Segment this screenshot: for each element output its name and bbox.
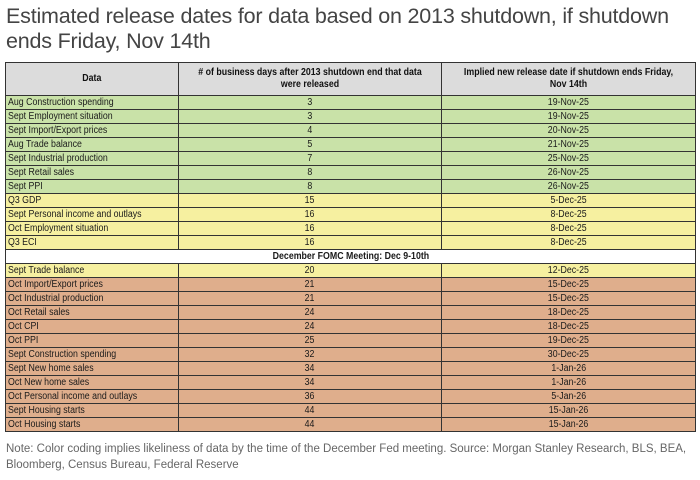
cell-business-days [179,334,442,348]
cell-release-date-text: 15-Jan-26 [548,418,589,430]
cell-release-date [442,362,696,376]
table-row [6,110,696,124]
cell-data-name-text: Aug Trade balance [8,138,82,150]
release-dates-table [5,62,696,432]
cell-business-days [179,376,442,390]
cell-release-date [442,334,696,348]
cell-data-name [6,194,179,208]
cell-business-days [179,180,442,194]
cell-release-date [442,320,696,334]
cell-data-name [6,292,179,306]
cell-release-date-text: 20-Nov-25 [547,124,590,136]
cell-business-days-text: 5 [307,138,313,150]
cell-business-days-text: 3 [307,110,313,122]
cell-data-name-text: Sept New home sales [8,362,94,374]
cell-business-days-text: 44 [305,404,315,416]
table-row [6,278,696,292]
cell-data-name [6,306,179,320]
cell-business-days [179,152,442,166]
cell-business-days-text: 34 [305,362,315,374]
cell-release-date [442,222,696,236]
cell-data-name [6,362,179,376]
table-body [6,96,696,432]
cell-business-days-text: 20 [305,264,315,276]
cell-data-name-text: Q3 GDP [8,194,42,206]
cell-data-name [6,124,179,138]
cell-release-date-text: 1-Jan-26 [551,362,586,374]
cell-business-days-text: 16 [305,208,315,220]
cell-data-name-text: Sept PPI [8,180,43,192]
cell-business-days [179,166,442,180]
cell-data-name-text: Sept Retail sales [8,166,75,178]
cell-release-date-text: 5-Dec-25 [550,194,587,206]
cell-business-days-text: 44 [305,418,315,430]
cell-release-date-text: 26-Nov-25 [547,180,590,192]
table-row [6,390,696,404]
cell-business-days-text: 24 [305,306,315,318]
cell-data-name [6,320,179,334]
cell-data-name-text: Sept Construction spending [8,348,117,360]
cell-business-days-text: 15 [305,194,315,206]
cell-release-date-text: 8-Dec-25 [550,208,587,220]
cell-data-name [6,418,179,432]
fomc-meeting-label [6,250,696,264]
cell-data-name [6,208,179,222]
fomc-meeting-text: December FOMC Meeting: Dec 9-10th [272,250,429,262]
cell-data-name [6,166,179,180]
cell-business-days-text: 36 [305,390,315,402]
cell-business-days-text: 21 [305,278,315,290]
cell-release-date-text: 30-Dec-25 [547,348,590,360]
cell-data-name [6,264,179,278]
table-row [6,404,696,418]
cell-release-date [442,236,696,250]
cell-data-name [6,180,179,194]
cell-data-name-text: Oct Industrial production [8,292,104,304]
cell-release-date-text: 19-Dec-25 [547,334,590,346]
table-row [6,334,696,348]
cell-data-name [6,376,179,390]
column-header-implied-date [442,63,696,96]
table-row [6,348,696,362]
cell-business-days [179,208,442,222]
cell-release-date-text: 15-Dec-25 [547,292,590,304]
table-row [6,124,696,138]
table-row [6,320,696,334]
cell-business-days-text: 16 [305,236,315,248]
cell-release-date [442,166,696,180]
cell-release-date-text: 8-Dec-25 [550,236,587,248]
cell-release-date [442,96,696,110]
cell-release-date-text: 19-Nov-25 [547,110,590,122]
cell-release-date-text: 8-Dec-25 [550,222,587,234]
cell-data-name [6,110,179,124]
cell-business-days [179,320,442,334]
cell-release-date [442,138,696,152]
cell-data-name-text: Oct Housing starts [8,418,81,430]
cell-business-days [179,194,442,208]
cell-business-days-text: 21 [305,292,315,304]
cell-release-date [442,110,696,124]
table-row [6,166,696,180]
table-row [6,96,696,110]
cell-business-days [179,236,442,250]
document-title: Estimated release dates for data based on 2013 shutdown, if shutdown ends Friday, Nov 14th [6,4,669,53]
cell-business-days-text: 16 [305,222,315,234]
cell-data-name-text: Sept Personal income and outlays [8,208,142,220]
cell-business-days [179,404,442,418]
cell-release-date [442,180,696,194]
cell-release-date-text: 1-Jan-26 [551,376,586,388]
table-row [6,236,696,250]
cell-release-date [442,264,696,278]
cell-business-days [179,418,442,432]
table-row [6,208,696,222]
cell-release-date-text: 15-Dec-25 [547,278,590,290]
cell-release-date [442,208,696,222]
cell-release-date-text: 19-Nov-25 [547,96,590,108]
cell-release-date-text: 5-Jan-26 [551,390,586,402]
cell-data-name [6,348,179,362]
source-note: Note: Color coding implies likeliness of data by the time of the December Fed meeting. Source: Morgan Stanley Research, BLS, BEA, Bloomberg, Census Bureau, Federal Reserve [6,443,687,471]
cell-data-name-text: Oct Personal income and outlays [8,390,138,402]
cell-data-name [6,152,179,166]
cell-business-days-text: 3 [307,96,313,108]
cell-release-date [442,348,696,362]
table-row [6,194,696,208]
cell-business-days [179,390,442,404]
cell-release-date [442,376,696,390]
cell-data-name [6,404,179,418]
table-row [6,362,696,376]
column-header-label: # of business days after 2013 shutdown end that data were released [198,67,422,90]
cell-business-days [179,362,442,376]
cell-data-name [6,236,179,250]
cell-business-days-text: 24 [305,320,315,332]
cell-data-name-text: Sept Industrial production [8,152,108,164]
cell-business-days-text: 7 [307,152,313,164]
cell-business-days-text: 34 [305,376,315,388]
cell-business-days [179,110,442,124]
cell-business-days [179,306,442,320]
cell-data-name-text: Aug Construction spending [8,96,114,108]
cell-business-days [179,96,442,110]
column-header-data [6,63,179,96]
cell-data-name-text: Oct Retail sales [8,306,70,318]
table-row [6,418,696,432]
table-row [6,264,696,278]
cell-release-date [442,390,696,404]
cell-release-date [442,152,696,166]
cell-release-date [442,124,696,138]
cell-release-date-text: 26-Nov-25 [547,166,590,178]
column-header-business-days [179,63,442,96]
cell-release-date-text: 18-Dec-25 [547,306,590,318]
table-row [6,138,696,152]
cell-data-name-text: Sept Trade balance [8,264,85,276]
fomc-meeting-separator-row [6,250,696,264]
cell-data-name [6,390,179,404]
cell-data-name-text: Oct CPI [8,320,39,332]
column-header-label: Data [82,73,102,84]
cell-data-name [6,278,179,292]
table-row [6,180,696,194]
cell-data-name [6,334,179,348]
cell-business-days-text: 25 [305,334,315,346]
column-header-label: Implied new release date if shutdown ends Friday, Nov 14th [463,67,674,90]
cell-data-name-text: Sept Employment situation [8,110,113,122]
cell-data-name-text: Oct PPI [8,334,39,346]
table-header-row [6,63,696,96]
table-row [6,292,696,306]
cell-release-date-text: 18-Dec-25 [547,320,590,332]
cell-release-date-text: 25-Nov-25 [547,152,590,164]
cell-release-date [442,278,696,292]
cell-release-date [442,292,696,306]
cell-business-days [179,278,442,292]
cell-release-date-text: 15-Jan-26 [548,404,589,416]
cell-release-date [442,306,696,320]
cell-release-date [442,418,696,432]
cell-data-name-text: Oct Employment situation [8,222,109,234]
cell-business-days [179,124,442,138]
table-row [6,222,696,236]
cell-release-date-text: 21-Nov-25 [547,138,590,150]
cell-business-days-text: 8 [307,166,313,178]
cell-business-days [179,222,442,236]
cell-data-name [6,96,179,110]
cell-release-date [442,404,696,418]
cell-data-name-text: Oct Import/Export prices [8,278,103,290]
cell-business-days [179,264,442,278]
cell-data-name [6,222,179,236]
cell-business-days [179,292,442,306]
cell-business-days-text: 8 [307,180,313,192]
cell-business-days-text: 4 [307,124,313,136]
cell-business-days-text: 32 [305,348,315,360]
cell-release-date [442,194,696,208]
cell-data-name-text: Sept Housing starts [8,404,85,416]
cell-business-days [179,138,442,152]
cell-release-date-text: 12-Dec-25 [547,264,590,276]
cell-data-name-text: Sept Import/Export prices [8,124,108,136]
table-row [6,306,696,320]
table-row [6,152,696,166]
cell-data-name-text: Oct New home sales [8,376,90,388]
table-row [6,376,696,390]
cell-business-days [179,348,442,362]
cell-data-name-text: Q3 ECI [8,236,37,248]
cell-data-name [6,138,179,152]
